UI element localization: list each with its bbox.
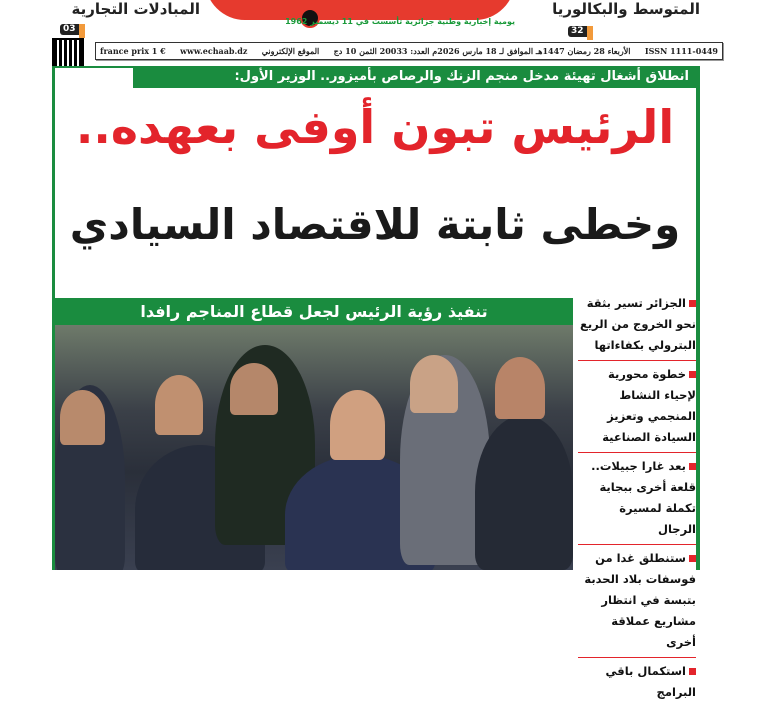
bullet-square-icon	[689, 371, 696, 378]
side-item[interactable]: خطوة محورية لإحياء النشاط المنجمي وتعزيز السيادة الصناعية	[578, 364, 696, 453]
page-badge-left	[60, 24, 85, 38]
teaser-left[interactable]: المبادلات التجارية	[71, 0, 200, 18]
bullet-square-icon	[689, 300, 696, 307]
side-column	[578, 293, 696, 710]
bullet-square-icon	[689, 555, 696, 562]
qr-code-icon[interactable]	[52, 38, 84, 68]
website-link[interactable]: www.echaab.dz	[180, 46, 248, 56]
side-item[interactable]: الجزائر تسير بثقة نحو الخروج من الريع البترولي بكفاءاتها	[578, 293, 696, 361]
side-item[interactable]: استكمال باقي البرامج	[605, 664, 696, 699]
side-item[interactable]: ستنطلق غدا من فوسفات بلاد الحدبة بتبسة في انتظار مشاريع عملاقة أخرى	[578, 548, 696, 658]
kicker-text: انطلاق أشغال تهيئة مدخل منجم الزنك والرصاص بأميزور.. الوزير الأول:	[234, 69, 689, 84]
tagline: يومية إخبارية وطنية جزائرية تأسست في 11 ديسمبر 1962	[285, 17, 515, 26]
issn: ISSN 1111-0449	[644, 46, 718, 56]
subheadline: تنفيذ رؤية الرئيس لجعل قطاع المناجم رافدا	[55, 298, 573, 325]
website-label: الموقع الإلكتروني	[261, 46, 320, 56]
page-number: 32	[568, 26, 587, 37]
teaser-right[interactable]: المتوسط والبكالوريا	[552, 0, 700, 18]
bullet-square-icon	[689, 668, 696, 675]
price-france: france prix 1 €	[100, 46, 166, 56]
lead-photo	[55, 325, 573, 570]
headline-secondary[interactable]: وخطى ثابتة للاقتصاد السيادي	[69, 200, 681, 249]
headline-primary[interactable]: الرئيس تبون أوفى بعهده..	[75, 100, 675, 154]
info-bar	[95, 42, 723, 60]
bullet-square-icon	[689, 463, 696, 470]
page-badge-right	[568, 26, 593, 40]
side-item[interactable]: بعد غارا جبيلات.. قلعة أخرى ببجاية تكملة لمسيرة الرجال	[578, 456, 696, 545]
page-number: 03	[60, 24, 79, 35]
date-issue: الأربعاء 28 رمضان 1447هـ الموافق لـ 18 مارس 2026م العدد: 20033 الثمن 10 دج	[333, 46, 631, 56]
